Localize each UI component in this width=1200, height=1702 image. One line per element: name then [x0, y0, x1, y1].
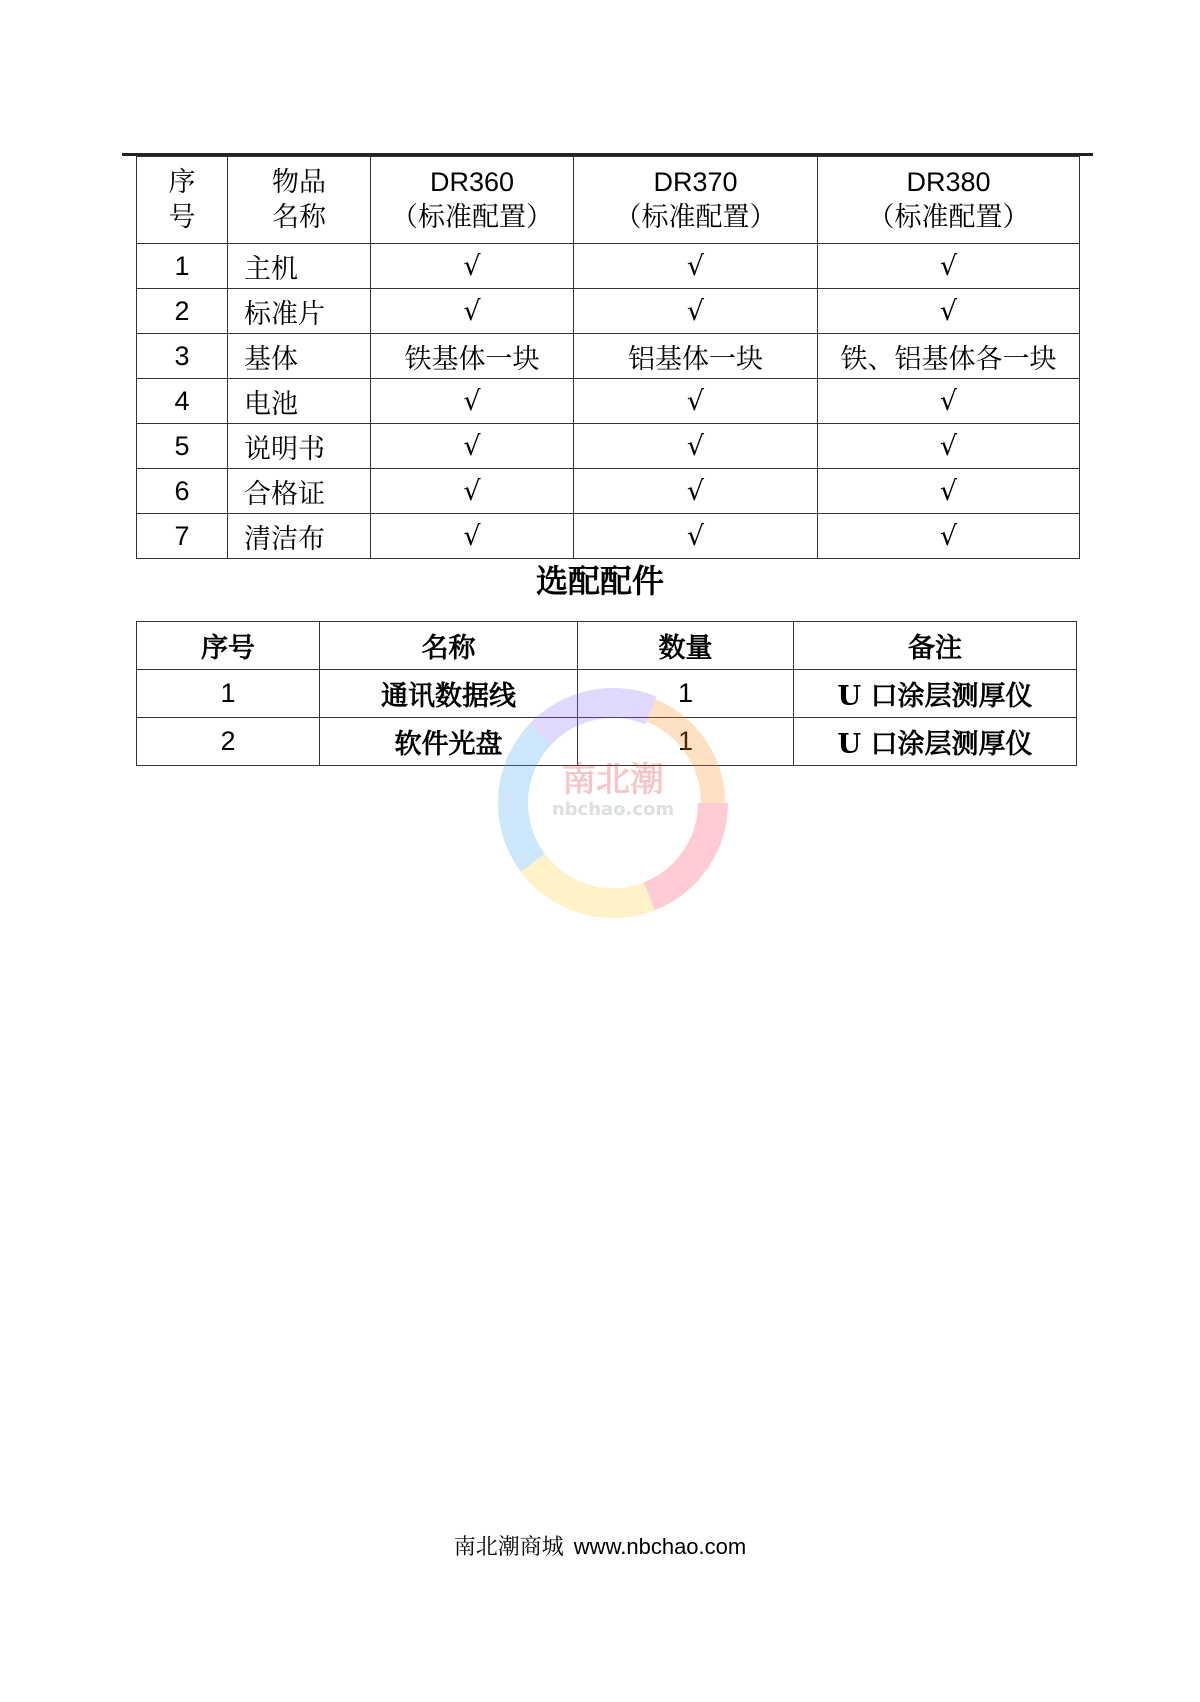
header-note: 备注 [794, 622, 1077, 670]
table-row [137, 334, 1080, 379]
cell-dr370: √ [574, 244, 818, 289]
row-index: 6 [137, 469, 228, 514]
row-quantity: 1 [578, 670, 794, 718]
table-row [137, 289, 1080, 334]
row-item-name: 标准片 [228, 289, 371, 334]
table-row [137, 670, 1077, 718]
cell-dr370: √ [574, 424, 818, 469]
optional-accessories-title: 选配配件 [535, 562, 664, 600]
cell-dr360: √ [371, 379, 574, 424]
cell-dr380: √ [818, 244, 1080, 289]
standard-config-table [136, 156, 1080, 559]
page-footer [0, 1530, 1200, 1561]
watermark-domain: nbchao.com [551, 799, 675, 820]
cell-dr360: 铁基体一块 [371, 334, 574, 379]
table-row [137, 379, 1080, 424]
cell-dr380: √ [818, 379, 1080, 424]
row-index: 5 [137, 424, 228, 469]
header-dr360: DR360 （标准配置） [371, 157, 574, 244]
row-note: U 口涂层测厚仪 [794, 718, 1077, 766]
table-header-row [137, 157, 1080, 244]
row-item-name: 主机 [228, 244, 371, 289]
cell-dr380: √ [818, 289, 1080, 334]
cell-dr370: 铝基体一块 [574, 334, 818, 379]
cell-dr370: √ [574, 289, 818, 334]
table-header-row [137, 622, 1077, 670]
row-note: U 口涂层测厚仪 [794, 670, 1077, 718]
row-index: 3 [137, 334, 228, 379]
header-dr380: DR380 （标准配置） [818, 157, 1080, 244]
cell-dr360: √ [371, 469, 574, 514]
table-row [137, 514, 1080, 559]
row-quantity: 1 [578, 718, 794, 766]
cell-dr380: 铁、铝基体各一块 [818, 334, 1080, 379]
row-index: 7 [137, 514, 228, 559]
header-item-name: 物品 名称 [228, 157, 371, 244]
row-name: 通讯数据线 [320, 670, 578, 718]
header-name: 名称 [320, 622, 578, 670]
header-dr370: DR370 （标准配置） [574, 157, 818, 244]
optional-accessories-table [136, 621, 1077, 766]
row-item-name: 电池 [228, 379, 371, 424]
cell-dr360: √ [371, 514, 574, 559]
row-name: 软件光盘 [320, 718, 578, 766]
cell-dr370: √ [574, 514, 818, 559]
row-index: 2 [137, 289, 228, 334]
row-index: 1 [137, 244, 228, 289]
cell-dr370: √ [574, 379, 818, 424]
row-index: 2 [137, 718, 320, 766]
row-item-name: 合格证 [228, 469, 371, 514]
watermark-brand: 南北潮 [562, 760, 664, 800]
row-item-name: 说明书 [228, 424, 371, 469]
cell-dr370: √ [574, 469, 818, 514]
footer-url-link[interactable]: www.nbchao.com [573, 1534, 747, 1559]
cell-dr380: √ [818, 469, 1080, 514]
row-item-name: 基体 [228, 334, 371, 379]
cell-dr360: √ [371, 289, 574, 334]
footer-site-name: 南北潮商城 [453, 1535, 564, 1560]
cell-dr380: √ [818, 514, 1080, 559]
header-quantity: 数量 [578, 622, 794, 670]
row-index: 4 [137, 379, 228, 424]
table-row [137, 244, 1080, 289]
header-index: 序 号 [137, 157, 228, 244]
table-row [137, 469, 1080, 514]
cell-dr360: √ [371, 244, 574, 289]
table-row [137, 424, 1080, 469]
header-index: 序号 [137, 622, 320, 670]
row-index: 1 [137, 670, 320, 718]
row-item-name: 清洁布 [228, 514, 371, 559]
cell-dr360: √ [371, 424, 574, 469]
table-row [137, 718, 1077, 766]
cell-dr380: √ [818, 424, 1080, 469]
